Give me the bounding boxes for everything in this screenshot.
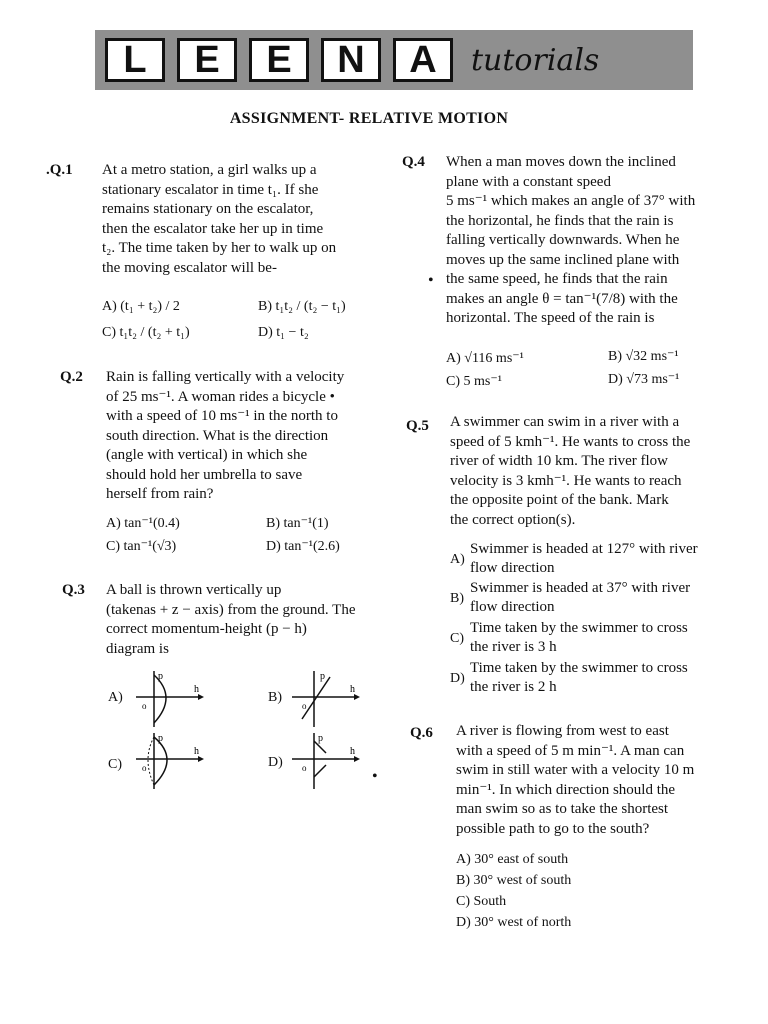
svg-text:h: h — [194, 684, 199, 695]
question-line: the same speed, he finds that the rain — [446, 271, 668, 287]
question-line: falling vertically downwards. When he — [446, 232, 680, 248]
question-line: herself from rain? — [106, 486, 214, 502]
question-line: river of width 10 km. The river flow — [450, 453, 669, 469]
question-line: correct momentum-height (p − h) — [106, 621, 307, 637]
svg-text:p: p — [158, 733, 163, 744]
svg-text:h: h — [194, 746, 199, 757]
banner-letter: E — [249, 38, 309, 82]
question-number: Q.6 — [410, 725, 433, 741]
question-line: moves up the same inclined plane with — [446, 251, 680, 268]
option-label: D) — [450, 671, 465, 686]
question-line: 5 ms⁻¹ which makes an angle of 37° with — [446, 193, 696, 209]
momentum-height-diagram-d — [290, 729, 360, 793]
question-line: A ball is thrown vertically up — [106, 582, 282, 598]
momentum-height-diagram-b — [290, 667, 360, 731]
question-line: t₂. The time taken by her to walk up on — [102, 240, 337, 256]
svg-text:o: o — [142, 763, 147, 773]
momentum-height-diagram-a — [134, 667, 204, 731]
question-4 — [402, 153, 732, 393]
question-line: plane with a constant speed — [446, 173, 611, 190]
momentum-height-diagram-c — [134, 729, 204, 793]
banner-tutorials-text: tutorials — [471, 42, 600, 78]
question-number: Q.4 — [402, 154, 425, 170]
question-number: Q.2 — [60, 369, 83, 385]
option-line: the river is 3 h — [470, 639, 557, 655]
question-line: with a speed of 10 ms⁻¹ in the north to — [106, 408, 338, 424]
option-c: C) t₁t₂ / (t₂ + t₁) — [102, 325, 190, 340]
question-line: should hold her umbrella to save — [106, 466, 303, 483]
question-text — [446, 153, 731, 329]
svg-text:p: p — [318, 733, 323, 744]
svg-text:p: p — [320, 671, 325, 682]
scan-mark: • — [428, 272, 434, 289]
question-text — [456, 722, 741, 839]
question-number: Q.3 — [62, 582, 85, 598]
option-text — [470, 619, 740, 657]
option-d: D) 30° west of north — [456, 915, 572, 930]
question-line: diagram is — [106, 640, 169, 657]
option-line: the river is 2 h — [470, 679, 557, 695]
question-line: with a speed of 5 m min⁻¹. A man can — [456, 742, 685, 759]
option-line: Time taken by the swimmer to cross — [470, 620, 688, 636]
question-line: the opposite point of the bank. Mark — [450, 492, 669, 508]
question-line: possible path to go to the south? — [456, 820, 650, 837]
svg-text:o: o — [302, 701, 307, 711]
question-line: Rain is falling vertically with a velocity — [106, 369, 345, 385]
option-b: B) 30° west of south — [456, 873, 572, 888]
question-number: .Q.1 — [46, 162, 73, 178]
option-line: Swimmer is headed at 37° with river — [470, 580, 691, 596]
option-c-label: C) — [108, 757, 122, 772]
question-6 — [410, 722, 740, 942]
question-line: At a metro station, a girl walks up a — [102, 162, 317, 178]
option-b: B) tan⁻¹(1) — [266, 516, 329, 531]
option-line: flow direction — [470, 560, 555, 576]
option-b: B) √32 ms⁻¹ — [608, 349, 679, 364]
question-line: velocity is 3 kmh⁻¹. He wants to reach — [450, 472, 682, 489]
question-line: man swim so as to take the shortest — [456, 801, 669, 817]
svg-text:h: h — [350, 746, 355, 757]
option-line: Time taken by the swimmer to cross — [470, 660, 688, 676]
question-line: then the escalator take her up in time — [102, 220, 324, 237]
question-line: A river is flowing from west to east — [456, 723, 669, 739]
question-line: horizontal. The speed of the rain is — [446, 310, 655, 326]
question-line: south direction. What is the direction — [106, 427, 329, 444]
banner-letter: E — [177, 38, 237, 82]
option-text — [470, 579, 740, 617]
question-line: the moving escalator will be- — [102, 259, 277, 276]
svg-text:p: p — [158, 671, 163, 682]
option-label: A) — [450, 552, 465, 567]
question-2 — [60, 368, 390, 568]
question-line: of 25 ms⁻¹. A woman rides a bicycle • — [106, 388, 335, 405]
question-line: (takenas + z − axis) from the ground. The — [106, 601, 356, 618]
option-d: D) tan⁻¹(2.6) — [266, 539, 340, 554]
option-a: A) 30° east of south — [456, 852, 569, 867]
question-3 — [62, 581, 392, 791]
svg-text:o: o — [302, 763, 307, 773]
option-c: C) 5 ms⁻¹ — [446, 374, 502, 389]
banner-letter: L — [105, 38, 165, 82]
question-5 — [406, 413, 736, 703]
question-line: (angle with vertical) in which she — [106, 447, 308, 463]
option-d-label: D) — [268, 755, 283, 770]
banner-letter: A — [393, 38, 453, 82]
page-title: ASSIGNMENT- RELATIVE MOTION — [229, 110, 509, 127]
option-line: flow direction — [470, 599, 555, 615]
question-text — [450, 413, 740, 530]
option-label: B) — [450, 591, 464, 606]
question-line: speed of 5 kmh⁻¹. He wants to cross the — [450, 433, 691, 450]
question-number: Q.5 — [406, 418, 429, 434]
svg-text:o: o — [142, 701, 147, 711]
question-line: A swimmer can swim in a river with a — [450, 414, 680, 430]
question-line: When a man moves down the inclined — [446, 154, 676, 170]
option-c: C) South — [456, 894, 507, 909]
svg-text:h: h — [350, 684, 355, 695]
question-line: swim in still water with a velocity 10 m — [456, 762, 695, 778]
option-a: A) tan⁻¹(0.4) — [106, 516, 180, 531]
question-line: stationary escalator in time t₁. If she — [102, 181, 319, 198]
scan-mark: • — [372, 768, 378, 785]
question-text — [106, 581, 396, 659]
banner-letter: N — [321, 38, 381, 82]
question-line: makes an angle θ = tan⁻¹(7/8) with the — [446, 290, 678, 307]
question-line: remains stationary on the escalator, — [102, 201, 314, 217]
option-b: B) t₁t₂ / (t₂ − t₁) — [258, 299, 346, 314]
option-a: A) √116 ms⁻¹ — [446, 351, 524, 366]
banner-letters — [105, 38, 465, 82]
question-1 — [46, 161, 386, 361]
option-a: A) (t₁ + t₂) / 2 — [102, 299, 180, 314]
question-line: min⁻¹. In which direction should the — [456, 781, 676, 798]
leena-tutorials-banner — [95, 30, 693, 90]
question-text — [102, 161, 387, 278]
option-d: D) √73 ms⁻¹ — [608, 372, 680, 387]
option-b-label: B) — [268, 690, 282, 705]
option-a-label: A) — [108, 690, 123, 705]
question-text — [106, 368, 391, 505]
option-c: C) tan⁻¹(√3) — [106, 539, 177, 554]
question-line: the horizontal, he finds that the rain is — [446, 212, 674, 229]
option-text — [470, 659, 740, 697]
question-line: the correct option(s). — [450, 511, 576, 528]
option-label: C) — [450, 631, 464, 646]
option-text — [470, 540, 740, 578]
option-d: D) t₁ − t₂ — [258, 325, 309, 340]
option-line: Swimmer is headed at 127° with river — [470, 541, 698, 557]
